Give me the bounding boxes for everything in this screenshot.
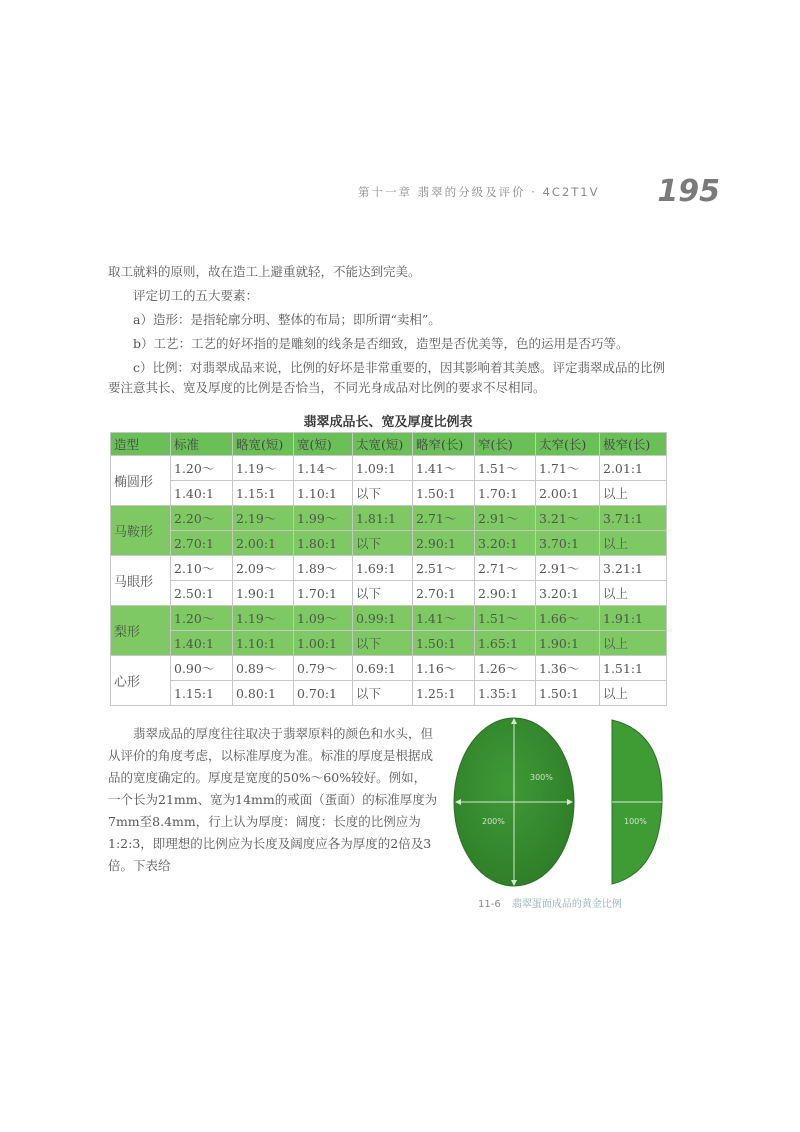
shape-name-cell: 心形 [111, 656, 171, 706]
shape-name-cell: 梨形 [111, 606, 171, 656]
table-cell: 1.80:1 [294, 531, 353, 556]
table-cell: 1.71～ [536, 456, 600, 481]
table-cell: 1.89～ [294, 556, 353, 581]
table-cell: 1.50:1 [536, 681, 600, 706]
table-cell: 1.41～ [413, 456, 475, 481]
table-row [111, 606, 667, 631]
table-cell: 0.89～ [233, 656, 294, 681]
header-cell: 标准 [171, 433, 233, 456]
table-cell: 1.99～ [294, 506, 353, 531]
table-cell: 1.66～ [536, 606, 600, 631]
table-cell: 3.71:1 [600, 506, 667, 531]
paragraph-1: 取工就料的原则，故在造工上避重就轻，不能达到完美。 [108, 264, 421, 279]
cabochon-diagram [452, 712, 680, 892]
table-cell: 2.50:1 [171, 581, 233, 606]
table-cell: 3.21～ [536, 506, 600, 531]
table-cell: 以下 [353, 631, 413, 656]
shape-name-cell: 马眼形 [111, 556, 171, 606]
table-cell: 以下 [353, 581, 413, 606]
cabochon-figure [452, 712, 680, 912]
table-cell: 1.25:1 [413, 681, 475, 706]
table-cell: 1.70:1 [475, 481, 536, 506]
table-row [111, 506, 667, 531]
table-cell: 1.19～ [233, 606, 294, 631]
table-cell: 2.90:1 [413, 531, 475, 556]
thickness-label: 100% [624, 817, 647, 826]
shape-name-cell: 马鞍形 [111, 506, 171, 556]
table-cell: 2.19～ [233, 506, 294, 531]
table-cell: 2.91～ [475, 506, 536, 531]
table-cell: 以下 [353, 681, 413, 706]
table-cell: 以下 [353, 481, 413, 506]
table-cell: 2.00:1 [233, 531, 294, 556]
header-cell: 太宽(短) [353, 433, 413, 456]
header-cell: 略窄(长) [413, 433, 475, 456]
table-cell: 1.14～ [294, 456, 353, 481]
table-cell: 0.79～ [294, 656, 353, 681]
table-cell: 1.36～ [536, 656, 600, 681]
table-row [111, 656, 667, 681]
table-cell: 1.51:1 [600, 656, 667, 681]
table-cell: 1.09～ [294, 606, 353, 631]
table-cell: 1.70:1 [294, 581, 353, 606]
table-cell: 2.91～ [536, 556, 600, 581]
table-cell: 以上 [600, 681, 667, 706]
header-cell: 造型 [111, 433, 171, 456]
table-cell: 3.20:1 [475, 531, 536, 556]
table-cell: 3.70:1 [536, 531, 600, 556]
table-cell: 1.90:1 [536, 631, 600, 656]
running-header [300, 174, 740, 209]
table-cell: 以上 [600, 581, 667, 606]
paragraph-3: a）造形：是指轮廓分明、整体的布局；即所谓“卖相”。 [133, 312, 441, 327]
table-row [111, 581, 667, 606]
table-row [111, 631, 667, 656]
table-cell: 1.65:1 [475, 631, 536, 656]
table-cell: 2.70:1 [413, 581, 475, 606]
table-cell: 1.16～ [413, 656, 475, 681]
header-cell: 太窄(长) [536, 433, 600, 456]
shape-name-cell: 椭圆形 [111, 456, 171, 506]
chapter-title: 第十一章 翡翠的分级及评价 · 4C2T1V [358, 185, 600, 199]
table-cell: 3.20:1 [536, 581, 600, 606]
width-label: 200% [482, 817, 505, 826]
table-cell: 1.40:1 [171, 631, 233, 656]
table-row [111, 481, 667, 506]
paragraph-4: b）工艺：工艺的好坏指的是雕刻的线条是否细致，造型是否优美等，色的运用是否巧等。 [133, 336, 629, 351]
table-cell: 以下 [353, 531, 413, 556]
paragraph-2: 评定切工的五大要素： [133, 288, 259, 303]
table-cell: 1.50:1 [413, 631, 475, 656]
table-cell: 1.51～ [475, 606, 536, 631]
table-row [111, 456, 667, 481]
table-cell: 1.50:1 [413, 481, 475, 506]
table-cell: 1.10:1 [294, 481, 353, 506]
table-cell: 2.71～ [475, 556, 536, 581]
table-cell: 以上 [600, 481, 667, 506]
table-cell: 1.00:1 [294, 631, 353, 656]
table-cell: 1.91:1 [600, 606, 667, 631]
table-header-row [111, 433, 667, 456]
table-cell: 2.70:1 [171, 531, 233, 556]
table-cell: 1.15:1 [233, 481, 294, 506]
table-cell: 0.90～ [171, 656, 233, 681]
caption-text: 翡翠蛋面成品的黄金比例 [511, 899, 622, 910]
table-cell: 2.09～ [233, 556, 294, 581]
ratio-table [110, 432, 667, 706]
table-row [111, 681, 667, 706]
table-cell: 1.20～ [171, 606, 233, 631]
table-cell: 0.99:1 [353, 606, 413, 631]
table-cell: 1.41～ [413, 606, 475, 631]
body-paragraph: 翡翠成品的厚度往往取决于翡翠原料的颜色和水头，但从评价的角度考虑，以标准厚度为准。标准的厚度是根据成品的宽度确定的。厚度是宽度的50%～60%较好。例如，一个长为21mm、宽为14mm的戒面（蛋面）的标准厚度为7mm至8.4mm，行上认为厚度：阔度：长度的比例应为1:2:3，即理想的比例应为长度及阔度应各为厚度的2倍及3倍。下表给 [108, 726, 438, 873]
table-cell: 1.90:1 [233, 581, 294, 606]
table-cell: 2.20～ [171, 506, 233, 531]
table-cell: 以上 [600, 531, 667, 556]
figure-caption [478, 895, 622, 910]
table-cell: 1.09:1 [353, 456, 413, 481]
table-cell: 1.26～ [475, 656, 536, 681]
table-cell: 1.40:1 [171, 481, 233, 506]
page-number: 195 [657, 174, 720, 209]
table-cell: 0.69:1 [353, 656, 413, 681]
table-cell: 1.20～ [171, 456, 233, 481]
table-cell: 1.19～ [233, 456, 294, 481]
table-cell: 0.80:1 [233, 681, 294, 706]
table-row [111, 531, 667, 556]
table-cell: 1.81:1 [353, 506, 413, 531]
table-row [111, 556, 667, 581]
length-label: 300% [530, 773, 553, 782]
table-cell: 1.15:1 [171, 681, 233, 706]
table-cell: 2.71～ [413, 506, 475, 531]
table-cell: 1.51～ [475, 456, 536, 481]
header-cell: 窄(长) [475, 433, 536, 456]
paragraph-5: c）比例：对翡翠成品来说，比例的好坏是非常重要的，因其影响着其美感。评定翡翠成品的比例要注意其长、宽及厚度的比例是否恰当，不同光身成品对比例的要求不尽相同。 [108, 360, 666, 395]
header-cell: 宽(短) [294, 433, 353, 456]
table-title: 翡翠成品长、宽及厚度比例表 [303, 415, 473, 430]
caption-number: 11-6 [478, 899, 501, 910]
header-cell: 极窄(长) [600, 433, 667, 456]
table-cell: 1.35:1 [475, 681, 536, 706]
header-cell: 略宽(短) [233, 433, 294, 456]
table-cell: 1.69:1 [353, 556, 413, 581]
table-cell: 2.10～ [171, 556, 233, 581]
table-cell: 1.10:1 [233, 631, 294, 656]
table-cell: 3.21:1 [600, 556, 667, 581]
table-cell: 2.90:1 [475, 581, 536, 606]
table-cell: 2.51～ [413, 556, 475, 581]
table-cell: 0.70:1 [294, 681, 353, 706]
table-cell: 2.01:1 [600, 456, 667, 481]
table-cell: 2.00:1 [536, 481, 600, 506]
table-cell: 以上 [600, 631, 667, 656]
